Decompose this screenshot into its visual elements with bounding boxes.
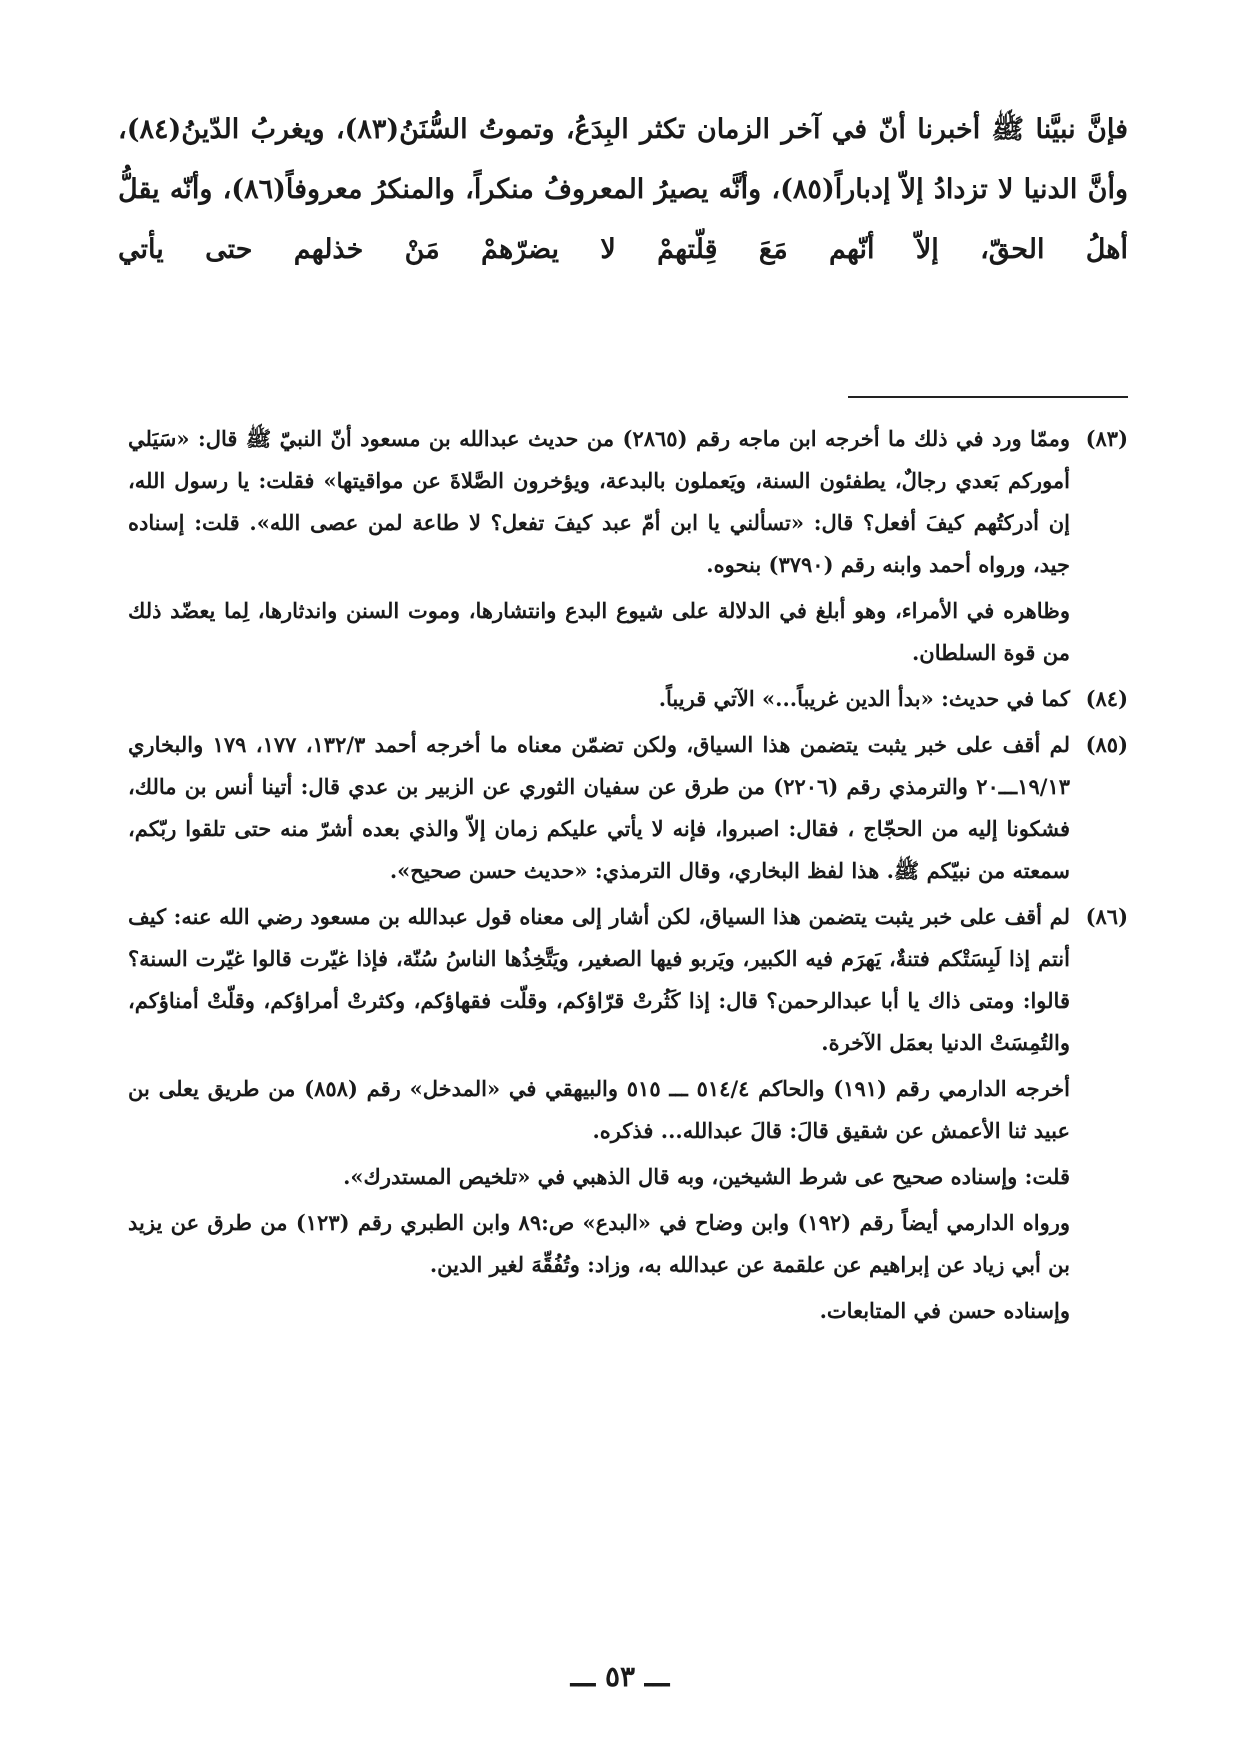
footnote-separator-rule xyxy=(848,396,1128,398)
footnotes-section xyxy=(128,418,1128,1336)
footnote-paragraph: وإسناده حسن في المتابعات. xyxy=(819,1298,1070,1323)
footnote-paragraph: ورواه الدارمي أيضاً رقم (١٩٢) وابن وضاح في «البدع» ص:٨٩ وابن الطبري رقم (١٢٣) من طرق عن يزيد بن أبي زياد عن إبراهيم عن علقمة عن عبدالله به، وزاد: وتُفُقِّهَ لغير الدين. xyxy=(128,1210,1071,1277)
footnote-number: (٨٣) xyxy=(1085,426,1128,451)
footnote-85 xyxy=(128,724,1128,892)
footnote-paragraph: وممّا ورد في ذلك ما أخرجه ابن ماجه رقم (٢٨٦٥) من حديث عبدالله بن مسعود أنّ النبيّ ﷺ قال: «سَيَلي أموركم بَعدي رجالٌ، يطفئون السنة، ويَعملون بالبدعة، ويؤخرون الصَّلاةَ عن مواقيتها» فقلت: يا رسول الله، إن أدركتُهم كيفَ أفعل؟ قال: «تسألني يا ابن أمّ عبد كيفَ تفعل؟ لا طاعة لمن عصى الله». قلت: إسناده جيد، ورواه أحمد وابنه رقم (٣٧٩٠) بنحوه. xyxy=(128,426,1070,577)
footnote-86 xyxy=(128,896,1128,1332)
footnote-paragraph: لم أقف على خبر يثبت يتضمن هذا السياق، ولكن تضمّن معناه ما أخرجه أحمد ١٣٢/٣، ١٧٧، ١٧٩ والبخاري ١٩/١٣ـــ٢٠ والترمذي رقم (٢٢٠٦) من طرق عن سفيان الثوري عن الزبير بن عدي قال: أتينا أنس بن مالك، فشكونا إليه من الحجّاج ، فقال: اصبروا، فإنه لا يأتي عليكم زمان إلاّ والذي بعده أشرّ منه حتى تلقوا ربّكم، سمعته من نبيّكم ﷺ. هذا لفظ البخاري، وقال الترمذي: «حديث حسن صحيح». xyxy=(128,732,1071,883)
footnote-number: (٨٥) xyxy=(1085,732,1128,757)
footnote-number: (٨٤) xyxy=(1085,686,1128,711)
footnote-83 xyxy=(128,418,1128,674)
page-number: ـــ ٥٣ ـــ xyxy=(570,1660,670,1693)
footnote-number: (٨٦) xyxy=(1085,904,1128,929)
footnote-paragraph: كما في حديث: «بدأ الدين غريباً...» الآتي قريباً. xyxy=(658,686,1070,711)
main-body-text xyxy=(118,100,1128,280)
footnote-paragraph: وظاهره في الأمراء، وهو أبلغ في الدلالة على شيوع البدع وانتشارها، وموت السنن واندثارها، لِما يعضّد ذلك من قوة السلطان. xyxy=(128,598,1070,665)
footnote-paragraph: لم أقف على خبر يثبت يتضمن هذا السياق، لكن أشار إلى معناه قول عبدالله بن مسعود رضي الله عنه: كيف أنتم إذا لَبِسَتْكم فتنةٌ، يَهرَم فيه الكبير، ويَربو فيها الصغير، ويَتَّخِذُها الناسُ سُنّة، فإذا غيّرت قالوا غيّرت السنة؟ قالوا: ومتى ذاك يا أبا عبدالرحمن؟ قال: إذا كَثُرتْ قرّاؤكم، وقلّت فقهاؤكم، وكثرتْ أمراؤكم، وقلّتْ أمناؤكم، والتُمِسَتْ الدنيا بعمَل الآخرة. xyxy=(128,904,1070,1055)
footnote-paragraph: قلت: وإسناده صحيح عى شرط الشيخين، وبه قال الذهبي في «تلخيص المستدرك». xyxy=(343,1164,1070,1189)
footnote-paragraph: أخرجه الدارمي رقم (١٩١) والحاكم ٥١٤/٤ ـــ ٥١٥ والبيهقي في «المدخل» رقم (٨٥٨) من طريق يعلى بن عبيد ثنا الأعمش عن شقيق قالَ: قالَ عبدالله... فذكره. xyxy=(128,1076,1071,1143)
main-paragraph: فإنَّ نبيَّنا ﷺ أخبرنا أنّ في آخر الزمان تكثر البِدَعُ، وتموتُ السُّنَنُ(٨٣)، ويغربُ الدّينُ(٨٤)، وأنَّ الدنيا لا تزدادُ إلاّ إدباراً(٨٥)، وأنَّه يصيرُ المعروفُ منكراً، والمنكرُ معروفاً(٨٦)، وأنّه يقلُّ أهلُ الحقّ، إلاّ أنّهم مَعَ قِلّتهمْ لا يضرّهمْ مَنْ خذلهم حتى يأتي xyxy=(118,114,1128,265)
footnote-84 xyxy=(128,678,1128,720)
